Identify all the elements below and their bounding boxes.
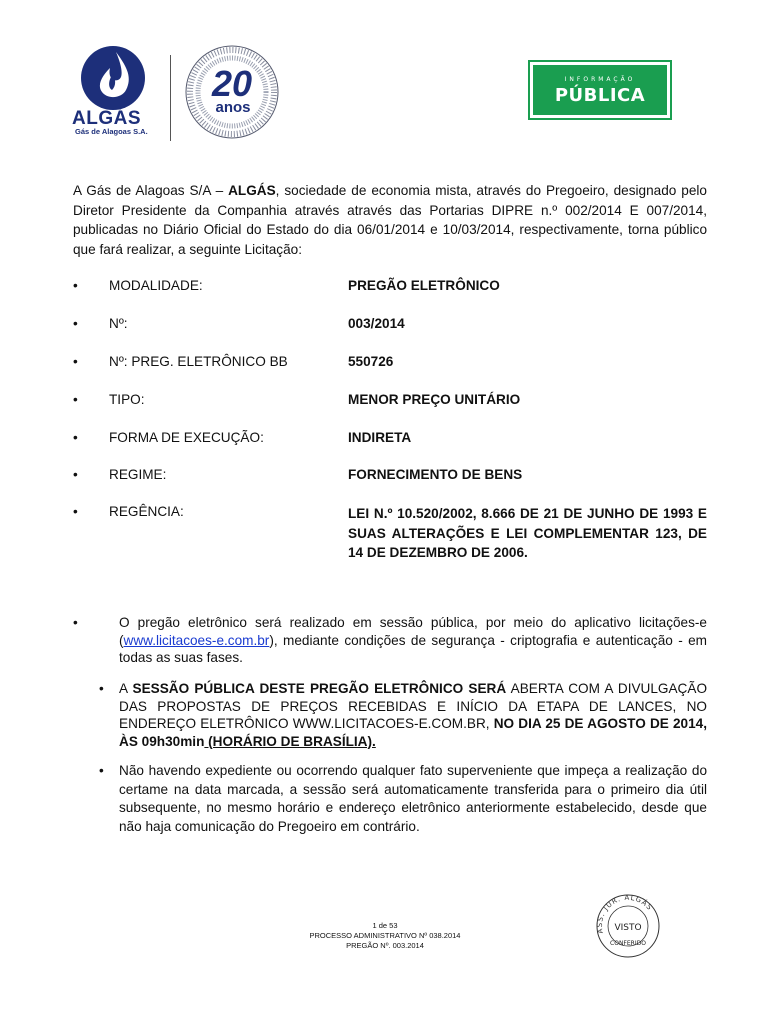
stamp-center-text: VISTO bbox=[614, 923, 642, 933]
intro-paragraph: A Gás de Alagoas S/A – ALGÁS, sociedade de economia mista, através do Pregoeiro, designado pelo Diretor Presidente da Companhia através através das Portarias DIPRE n.º 002/2014 E 007/2014, publicadas no Diário Oficial do Estado do dia 06/01/2014 e 10/03/2014, respectivamente, torna público que fará realizar, a seguinte Licitação: bbox=[73, 183, 707, 257]
spec-label: TIPO: bbox=[109, 392, 145, 407]
anniversary-seal bbox=[182, 42, 282, 142]
spec-value: MENOR PREÇO UNITÁRIO bbox=[348, 392, 521, 407]
paragraph-sessao-publica: • A SESSÃO PÚBLICA DESTE PREGÃO ELETRÔNICO SERÁ ABERTA COM A DIVULGAÇÃO DAS PROPOSTAS DE PREÇOS RECEBIDAS E INÍCIO DA ETAPA DE LANCES, NO ENDEREÇO ELETRÔNICO WWW.LICITACOES-E.COM.BR, NO DIA 25 DE AGOSTO DE 2014, ÀS 09h30min (HORÁRIO DE BRASÍLIA). bbox=[99, 681, 708, 749]
page-number: 1 de 53 bbox=[372, 921, 398, 930]
spec-value: 003/2014 bbox=[348, 316, 405, 331]
spec-label: MODALIDADE: bbox=[109, 278, 203, 293]
spec-value: INDIRETA bbox=[348, 430, 412, 445]
header-divider bbox=[170, 55, 171, 141]
footer-process: PROCESSO ADMINISTRATIVO Nº 038.2014 bbox=[309, 931, 461, 940]
spec-value: 550726 bbox=[348, 354, 394, 369]
badge-top-text: INFORMAÇÃO bbox=[564, 76, 636, 83]
licitacoes-link[interactable]: www.licitacoes-e.com.br bbox=[123, 632, 270, 648]
anniversary-word: anos bbox=[215, 99, 251, 116]
spec-label: REGIME: bbox=[109, 467, 167, 482]
stamp-ring-text: ASS. JUR. ALGÁS bbox=[595, 893, 654, 935]
legal-review-stamp bbox=[595, 893, 661, 959]
logo-tagline: Gás de Alagoas S.A. bbox=[75, 127, 148, 136]
page-footer bbox=[250, 921, 520, 951]
spec-value: LEI N.º 10.520/2002, 8.666 DE 21 DE JUNHO DE 1993 E SUAS ALTERAÇÕES E LEI COMPLEMENTAR 123, DE 14 DE DEZEMBRO DE 2006. bbox=[348, 506, 707, 560]
paragraph-expediente: • Não havendo expediente ou ocorrendo qualquer fato superveniente que impeça a realização do certame na data marcada, a sessão será automaticamente transferida para o primeiro dia útil subsequente, no mesmo horário e endereço eletrônico anteriormente estabelecido, desde que não haja comunicação do Pregoeiro em contrário. bbox=[99, 763, 707, 834]
spec-value: PREGÃO ELETRÔNICO bbox=[348, 278, 500, 293]
spec-label: Nº: bbox=[109, 316, 128, 331]
footer-pregao: PREGÃO Nº. 003.2014 bbox=[346, 941, 424, 950]
spec-label: REGÊNCIA: bbox=[109, 504, 184, 519]
stamp-bottom-text: CONFERIDO bbox=[610, 940, 646, 947]
company-name: ALGÁS bbox=[228, 183, 276, 198]
spec-label: Nº: PREG. ELETRÔNICO BB bbox=[109, 354, 288, 369]
badge-main-text: PÚBLICA bbox=[554, 85, 646, 106]
logo-name: ALGÁS bbox=[72, 108, 141, 129]
paragraph-licitacoes: • O pregão eletrônico será realizado em sessão pública, por meio do aplicativo licitações-e (www.licitacoes-e.com.br), mediante condições de segurança - criptografia e autenticação - em todas as suas fases. bbox=[73, 615, 707, 665]
spec-label: FORMA DE EXECUÇÃO: bbox=[109, 430, 264, 445]
public-information-badge bbox=[530, 62, 670, 118]
spec-value: FORNECIMENTO DE BENS bbox=[348, 467, 523, 482]
anniversary-number: 20 bbox=[211, 63, 253, 104]
